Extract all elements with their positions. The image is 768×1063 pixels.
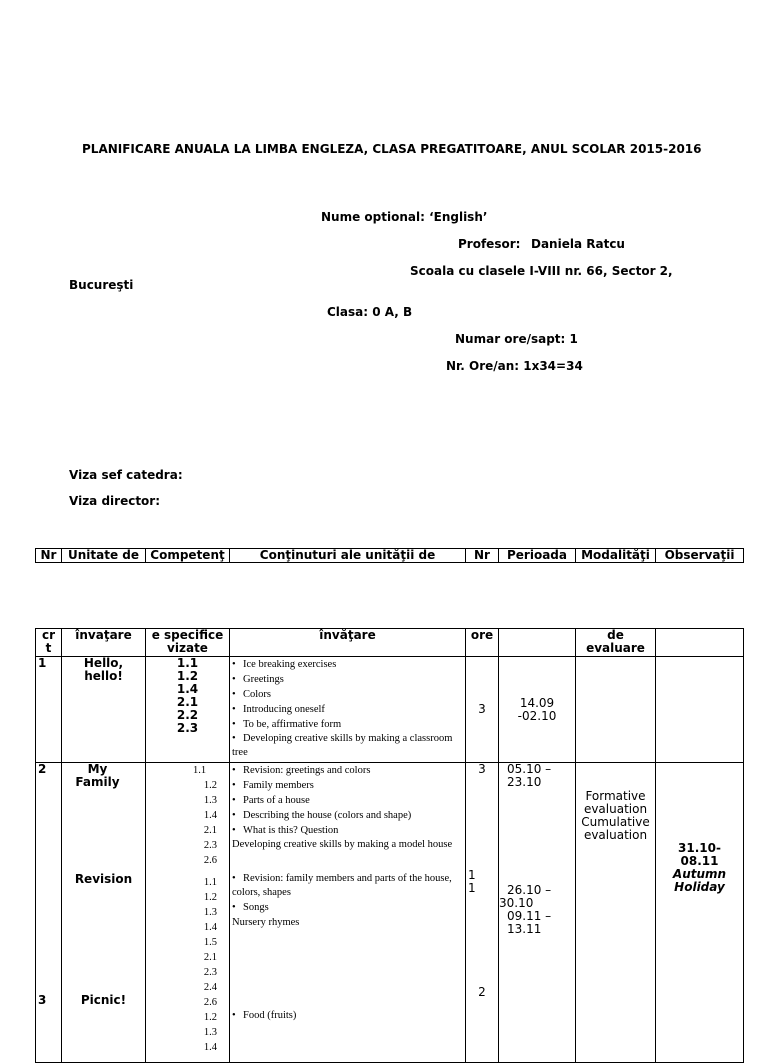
header-unit: Unitate de — [62, 549, 146, 563]
header-observations: Observaţii — [656, 549, 744, 563]
header-row — [36, 629, 744, 657]
table-row — [36, 763, 744, 1063]
row2-evaluation: Formative evaluation Cumulative evaluation — [576, 763, 656, 1063]
list-item: • To be, affirmative form — [232, 717, 463, 732]
list-item: • Food (fruits) — [232, 1008, 463, 1023]
row1-unit: Hello, hello! — [62, 657, 146, 763]
header-strip-table — [35, 548, 744, 563]
yearly-hours: Nr. Ore/an: 1x34=34 — [446, 359, 583, 373]
list-item: • Colors — [232, 687, 463, 702]
row1-evaluation — [576, 657, 656, 763]
city: Bucureşti — [69, 278, 134, 292]
header-empty-2 — [656, 629, 744, 657]
row2-competences: 1.1 1.2 1.3 1.4 2.1 2.3 2.6 1.1 1.2 1.3 1.4 1.5 2.1 2.3 2.4 2.6 1.2 1.3 1.4 — [146, 763, 230, 1063]
list-item: • Revision: greetings and colors — [232, 763, 463, 778]
document-title: PLANIFICARE ANUALA LA LIMBA ENGLEZA, CLASA PREGATITOARE, ANUL SCOLAR 2015-2016 — [82, 142, 702, 156]
list-item: • Parts of a house — [232, 793, 463, 808]
table-row — [36, 657, 744, 763]
list-item: • Ice breaking exercises — [232, 657, 463, 672]
row2-nr: 2 3 — [36, 763, 62, 1063]
row2-period: 05.10 – 23.10 26.10 – 30.10 09.11 – 13.11 — [499, 763, 576, 1063]
row1-competences: 1.1 1.2 1.4 2.1 2.2 2.3 — [146, 657, 230, 763]
row2-observations: 31.10-08.11 Autumn Holiday — [656, 763, 744, 1063]
header-hours: Nr — [466, 549, 499, 563]
school-name: Scoala cu clasele I-VIII nr. 66, Sector 2, — [410, 264, 673, 278]
header-period: Perioada — [499, 549, 576, 563]
row1-observations — [656, 657, 744, 763]
header-nr: Nr — [36, 549, 62, 563]
list-item: • Greetings — [232, 672, 463, 687]
row1-contents — [230, 657, 466, 763]
header-learning-2: învăţare — [230, 629, 466, 657]
header-empty-1 — [499, 629, 576, 657]
header-of-evaluation: de evaluare — [576, 629, 656, 657]
row2-units: My Family Revision Picnic! — [62, 763, 146, 1063]
header-evaluation: Modalităţi — [576, 549, 656, 563]
weekly-hours: Numar ore/sapt: 1 — [455, 332, 578, 346]
class-info: Clasa: 0 A, B — [327, 305, 413, 319]
row2-contents: • Revision: greetings and colors • Family members • Parts of a house • Describing the house (colors and shape) • What is this? Question Developing creative skills by making a model house • Revision: family members and parts of the house, colors, shapes • Songs Nursery rhymes • Food (fruits) — [230, 763, 466, 1063]
head-of-department-visa: Viza sef catedra: — [69, 468, 183, 482]
list-item: • Revision: family members and parts of the house, colors, shapes — [232, 872, 463, 900]
row1-hours: 3 — [466, 657, 499, 763]
row1-period: 14.09 -02.10 — [499, 657, 576, 763]
header-competences: Competenţ — [146, 549, 230, 563]
header-specific-competences: e specifice vizate — [146, 629, 230, 657]
list-item: • Family members — [232, 778, 463, 793]
list-item: • Developing creative skills by making a classroom tree — [232, 732, 463, 760]
row2-hours: 3 1 1 2 — [466, 763, 499, 1063]
header-learning: învaţare — [62, 629, 146, 657]
list-item: • Describing the house (colors and shape) — [232, 808, 463, 823]
list-item: • Introducing oneself — [232, 702, 463, 717]
list-item: • Songs — [232, 900, 463, 915]
teacher-label: Profesor: — [458, 237, 521, 251]
list-item: • What is this? Question — [232, 823, 463, 838]
director-visa: Viza director: — [69, 494, 161, 508]
header-ore: ore — [466, 629, 499, 657]
row1-nr: 1 — [36, 657, 62, 763]
planning-table — [35, 628, 744, 1063]
optional-name: Nume optional: ‘English’ — [321, 210, 488, 224]
header-crt: cr t — [36, 629, 62, 657]
header-contents: Conţinuturi ale unităţii de — [230, 549, 466, 563]
teacher-name: Daniela Ratcu — [531, 237, 625, 251]
